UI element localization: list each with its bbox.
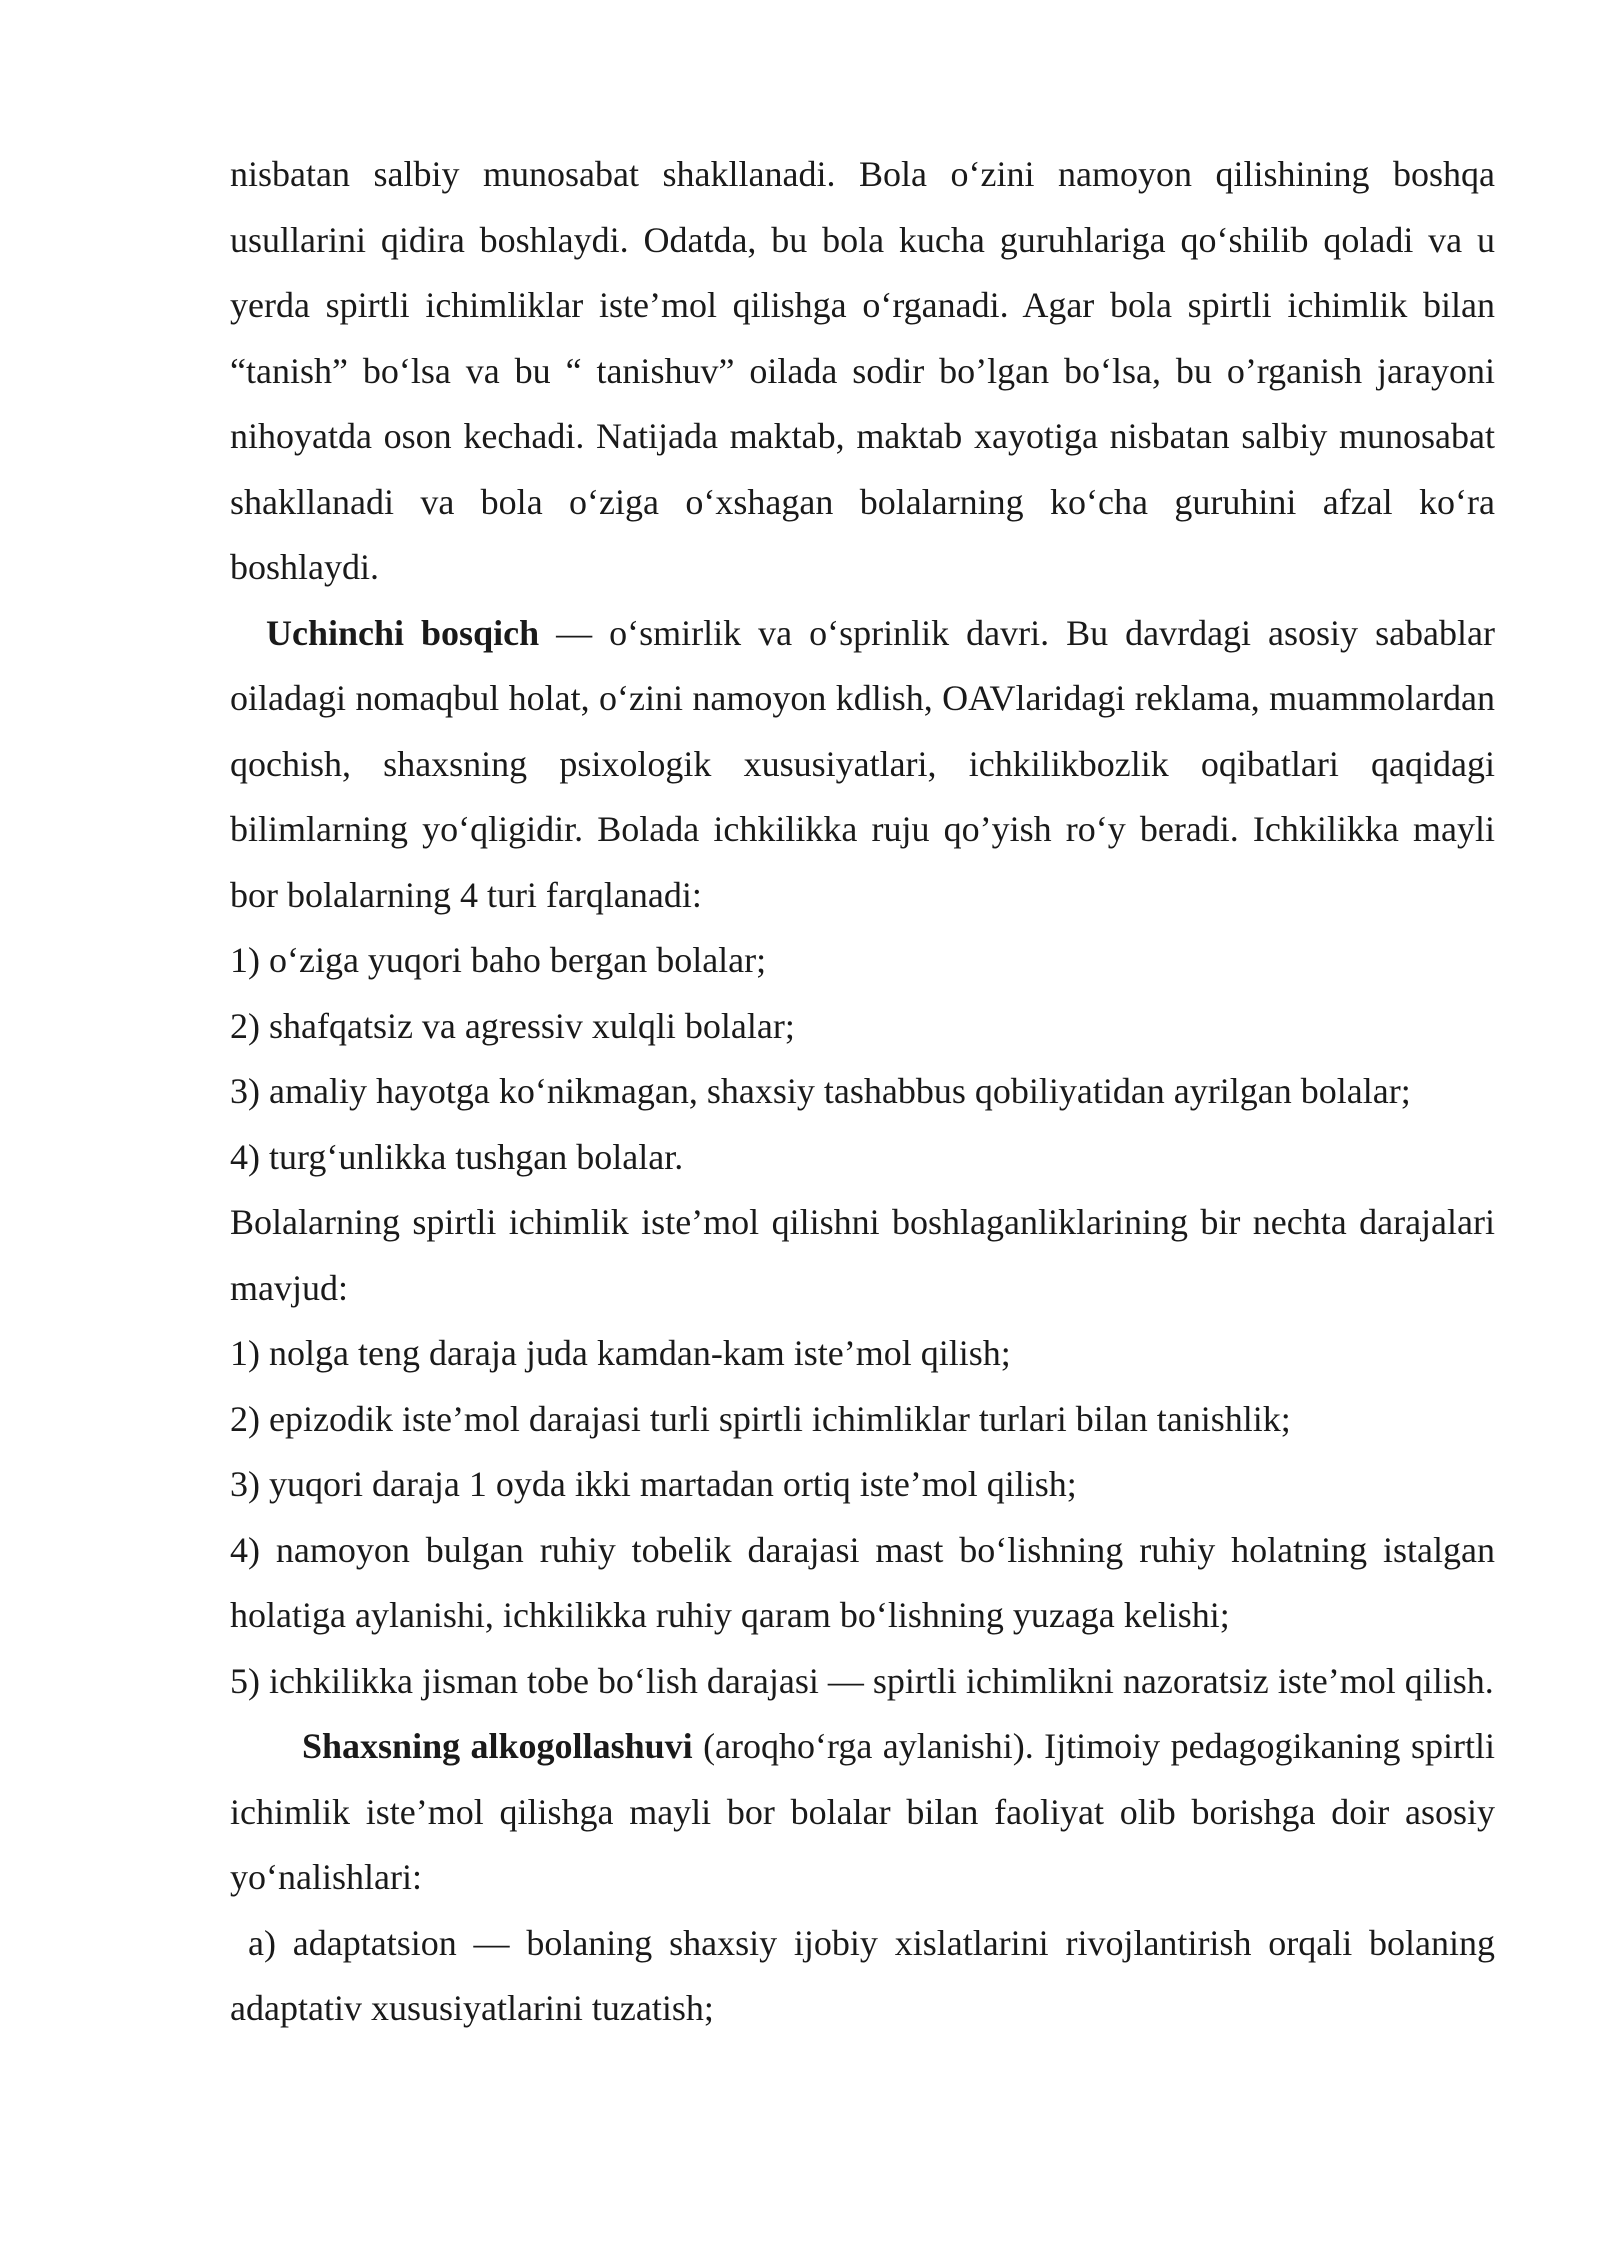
alcoholization-text: (aroqho‘rga aylanishi). Ijtimoiy pedagogikaning spirtli ichimlik iste’mol qilishga mayli bor bolalar bilan faoliyat olib borishga doir asosiy yo‘nalishlari:: [230, 1726, 1495, 1897]
heading-third-stage: Uchinchi bosqich: [266, 612, 540, 653]
paragraph-adaptation: a) adaptatsion — bolaning shaxsiy ijobiy xislatlarini rivojlantirish orqali bolaning adaptativ xususiyatlarini tuzatish;: [230, 1922, 1495, 2028]
paragraph-intro: nisbatan salbiy munosabat shakllanadi. Bola o‘zini namoyon qilishining boshqa usullarini qidira boshlaydi. Odatda, bu bola kucha guruhlariga qo‘shilib qoladi va u yerda spirtli ichimliklar iste’mol qilishga o‘rganadi. Agar bola spirtli ichimlik bilan “tanish” bo‘lsa va bu “ tanishuv” oilada sodir bo’lgan bo‘lsa, bu o’rganish jarayoni nihoyatda oson kechadi. Natijada maktab, maktab xayotiga nisbatan salbiy munosabat shakllanadi va bola o‘ziga o‘xshagan bolalarning ko‘cha guruhini afzal ko‘ra boshlaydi.: [230, 154, 1495, 587]
paragraph-levels: Bolalarning spirtli ichimlik iste’mol qilishni boshlaganliklarining bir nechta darajalari mavjud:: [230, 1202, 1495, 1308]
list-item: 3) yuqori daraja 1 oyda ikki martadan ortiq iste’mol qilish;: [230, 1464, 1077, 1504]
list-item: 3) amaliy hayotga ko‘nikmagan, shaxsiy tashabbus qobiliyatidan ayrilgan bolalar;: [230, 1071, 1411, 1111]
document-page: [230, 142, 1495, 2042]
paragraph-third-stage: [230, 601, 1495, 929]
list-item: 1) nolga teng daraja juda kamdan-kam iste’mol qilish;: [230, 1333, 1011, 1373]
list-item: 2) epizodik iste’mol darajasi turli spirtli ichimliklar turlari bilan tanishlik;: [230, 1398, 1291, 1439]
heading-alcoholization: Shaxsning alkogollashuvi: [302, 1726, 693, 1766]
third-stage-text: — o‘smirlik va o‘sprinlik davri. Bu davrdagi asosiy sabablar oiladagi nomaqbul holat, o‘zini namoyon kdlish, OAVlaridagi reklama, muammolardan qochish, shaxsning psixologik xususiyatlari, ichkilikbozlik oqibatlari qaqidagi bilimlarning yo‘qligidir. Bolada ichkilikka ruju qo’yish ro‘y beradi. Ichkilikka mayli bor bolalarning 4 turi farqlanadi:: [230, 612, 1496, 915]
list-item: 5) ichkilikka jisman tobe bo‘lish darajasi — spirtli ichimlikni nazoratsiz iste’mol qilish.: [230, 1660, 1494, 1701]
paragraph-alcoholization: [230, 1714, 1495, 1911]
list-item: 4) turg‘unlikka tushgan bolalar.: [230, 1136, 684, 1177]
list-item: 4) namoyon bulgan ruhiy tobelik darajasi mast bo‘lishning ruhiy holatning istalgan holatiga aylanishi, ichkilikka ruhiy qaram bo‘lishning yuzaga kelishi;: [230, 1529, 1495, 1635]
list-item: 2) shafqatsiz va agressiv xulqli bolalar;: [230, 1005, 795, 1046]
list-item: 1) o‘ziga yuqori baho bergan bolalar;: [230, 940, 767, 980]
